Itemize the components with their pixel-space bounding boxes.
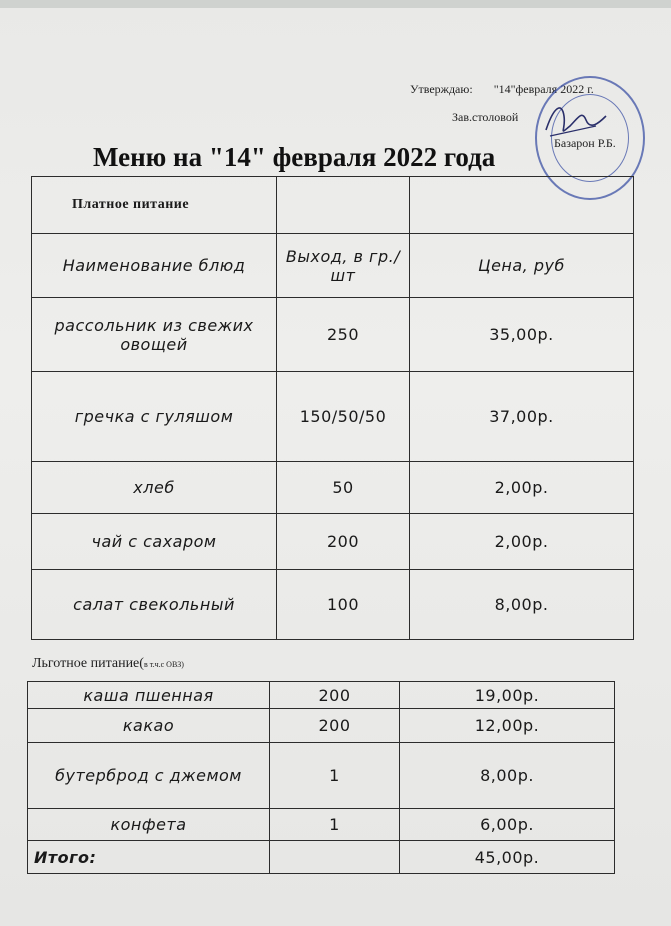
- dish-name: каша пшенная: [28, 682, 270, 709]
- table-row: [28, 809, 615, 841]
- table-row: [32, 462, 634, 514]
- dish-price: 2,00р.: [410, 514, 634, 570]
- column-header-output: Выход, в гр./шт: [277, 234, 410, 298]
- dish-price: 8,00р.: [410, 570, 634, 640]
- dish-output: 50: [277, 462, 410, 514]
- empty-cell: [277, 177, 410, 234]
- approve-date: "14"февраля 2022 г.: [493, 82, 594, 96]
- dish-name: конфета: [28, 809, 270, 841]
- dish-output: 1: [270, 743, 400, 809]
- page-top-edge: [0, 0, 671, 8]
- total-value: 45,00р.: [400, 841, 615, 874]
- benefit-menu-table: [27, 681, 615, 874]
- dish-output: 150/50/50: [277, 372, 410, 462]
- table-row: [28, 743, 615, 809]
- dish-output: 250: [277, 298, 410, 372]
- table-row: [28, 709, 615, 743]
- benefit-section-note: в т.ч.с ОВЗ): [143, 660, 184, 669]
- dish-name: хлеб: [32, 462, 277, 514]
- position-label: Зав.столовой: [452, 110, 519, 124]
- dish-name: бутерброд с джемом: [28, 743, 270, 809]
- signature: [540, 96, 610, 144]
- dish-price: 2,00р.: [410, 462, 634, 514]
- table-row: [32, 372, 634, 462]
- dish-price: 8,00р.: [400, 743, 615, 809]
- approve-label: Утверждаю:: [410, 82, 473, 96]
- total-row: [28, 841, 615, 874]
- table-row: [32, 570, 634, 640]
- paid-section-label: Платное питание: [32, 177, 277, 234]
- dish-output: 1: [270, 809, 400, 841]
- dish-name: чай с сахаром: [32, 514, 277, 570]
- table-row: [28, 682, 615, 709]
- page-title: Меню на "14" февраля 2022 года: [93, 142, 496, 172]
- table-row: [32, 514, 634, 570]
- column-header-row: [32, 234, 634, 298]
- dish-price: 35,00р.: [410, 298, 634, 372]
- dish-price: 37,00р.: [410, 372, 634, 462]
- paid-section-row: [32, 177, 634, 234]
- dish-price: 12,00р.: [400, 709, 615, 743]
- dish-price: 19,00р.: [400, 682, 615, 709]
- table-row: [32, 298, 634, 372]
- dish-price: 6,00р.: [400, 809, 615, 841]
- empty-cell: [270, 841, 400, 874]
- benefit-section-label: Льготное питание(: [32, 656, 144, 671]
- dish-name: салат свекольный: [32, 570, 277, 640]
- dish-output: 200: [270, 682, 400, 709]
- column-header-name: Наименование блюд: [32, 234, 277, 298]
- dish-name: какао: [28, 709, 270, 743]
- dish-output: 100: [277, 570, 410, 640]
- dish-output: 200: [277, 514, 410, 570]
- dish-name: рассольник из свежих овощей: [32, 298, 277, 372]
- column-header-price: Цена, руб: [410, 234, 634, 298]
- signer-name: Базарон Р.Б.: [554, 136, 616, 150]
- paid-menu-table: [31, 176, 634, 640]
- dish-name: гречка с гуляшом: [32, 372, 277, 462]
- dish-output: 200: [270, 709, 400, 743]
- empty-cell: [410, 177, 634, 234]
- total-label: Итого:: [28, 841, 270, 874]
- benefit-section-title: [32, 656, 184, 672]
